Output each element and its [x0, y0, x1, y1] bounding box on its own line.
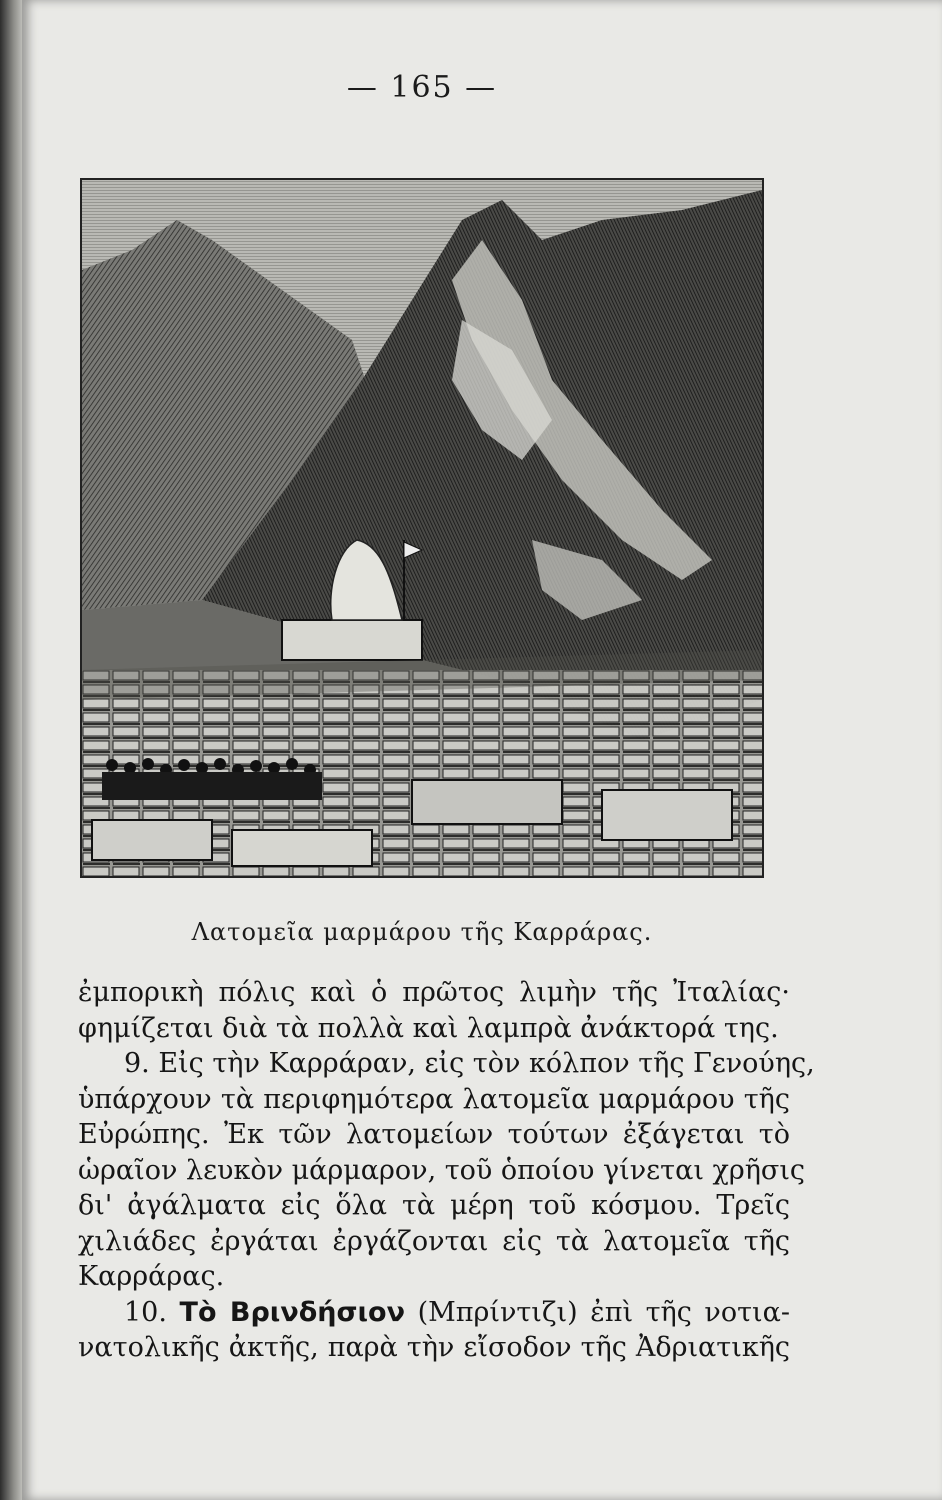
text-line: Καρράρας.	[78, 1261, 225, 1292]
text-line: φημίζεται διὰ τὰ πολλὰ καὶ λαμπρὰ ἀνάκτορά της.	[78, 1012, 779, 1044]
figure-caption: Λατομεῖα μαρμάρου τῆς Καρράρας.	[191, 918, 653, 946]
engraving-illustration	[82, 180, 762, 876]
bold-term: Τὸ Βρινδήσιον	[179, 1296, 405, 1328]
text-line: χιλιάδες ἐργάται ἐργάζονται εἰς τὰ λατομεῖα τῆς	[78, 1225, 790, 1257]
previous-page-edge	[0, 0, 22, 1500]
text-line: Εὐρώπης. Ἐκ τῶν λατομείων τούτων ἐξάγεται τὸ	[78, 1119, 790, 1150]
book-page	[22, 0, 942, 1500]
text-line: νατολικῆς ἀκτῆς, παρὰ τὴν εἴσοδον τῆς Ἀδριατικῆς	[78, 1332, 790, 1363]
body-text	[78, 975, 815, 1366]
paragraph-10-first-line	[78, 1295, 790, 1331]
text-line: ὑπάρχουν τὰ περιφημότερα λατομεῖα μαρμάρου τῆς	[78, 1083, 790, 1115]
page-number: — 165 —	[346, 70, 498, 105]
paragraph-number: 10.	[124, 1296, 167, 1328]
paragraph-10-rest: (Μπρίντιζι) ἐπὶ τῆς νοτια-	[417, 1296, 790, 1328]
engraving-marble-quarries	[80, 178, 764, 878]
text-line: ἐμπορικὴ πόλις καὶ ὁ πρῶτος λιμὴν τῆς Ἰταλίας·	[78, 977, 790, 1008]
text-line: 9. Εἰς τὴν Καρράραν, εἰς τὸν κόλπον τῆς Γενούης,	[124, 1048, 815, 1079]
text-line: δι' ἀγάλματα εἰς ὅλα τὰ μέρη τοῦ κόσμου. Τρεῖς	[78, 1190, 790, 1221]
text-line: ὡραῖον λευκὸν μάρμαρον, τοῦ ὁποίου γίνεται χρῆσις	[78, 1154, 806, 1186]
